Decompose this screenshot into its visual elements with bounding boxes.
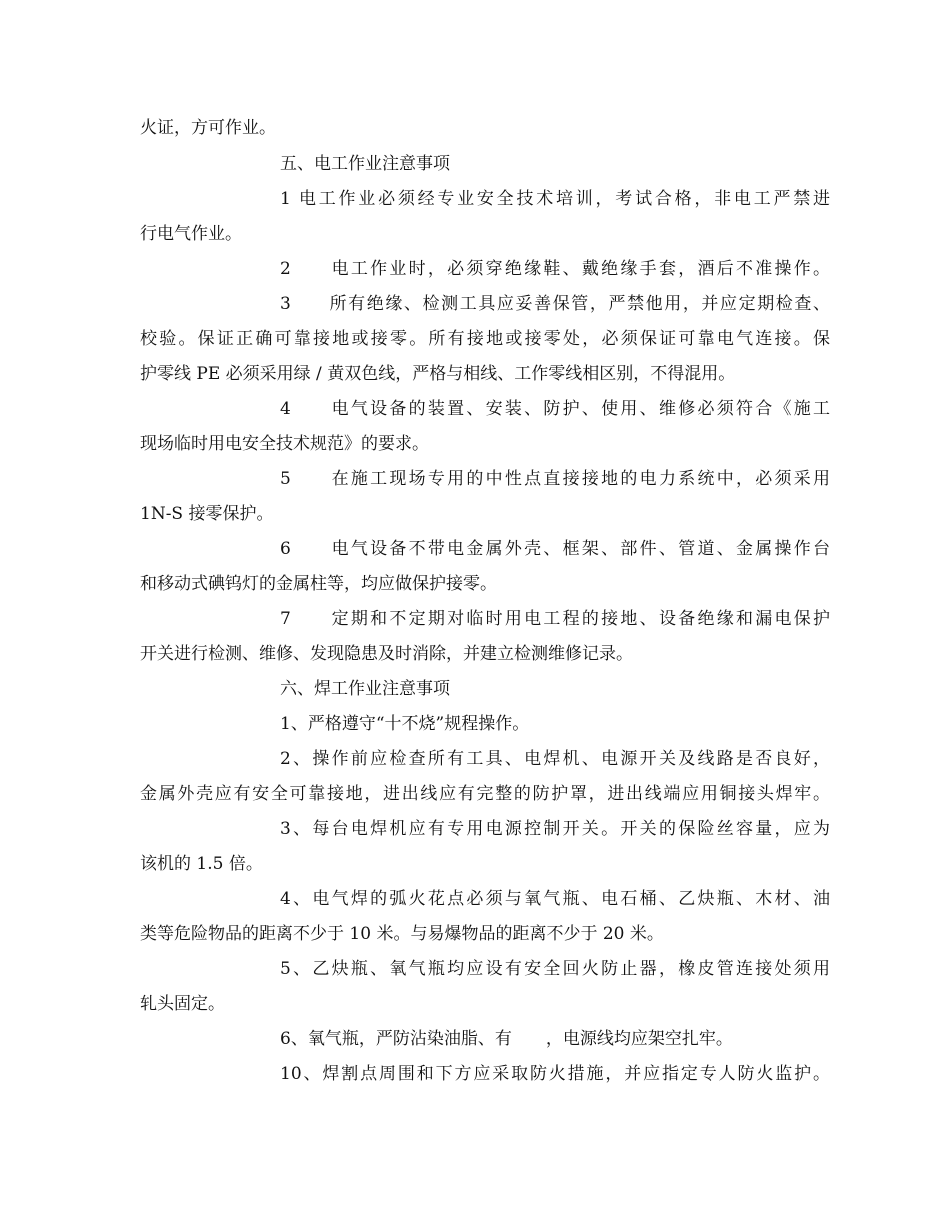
paragraph-line: 金属外壳应有安全可靠接地，进出线应有完整的防护罩，进出线端应用铜接头焊牢。 — [140, 784, 830, 804]
paragraph-line: 校验。保证正确可靠接地或接零。所有接地或接零处，必须保证可靠电气连接。保 — [140, 329, 830, 349]
paragraph-line: 1、严格遵守“十不烧”规程操作。 — [280, 714, 530, 734]
paragraph-line: 5、乙炔瓶、氧气瓶均应设有安全回火防止器，橡皮管连接处须用 — [280, 959, 830, 979]
paragraph-line: 1 电工作业必须经专业安全技术培训，考试合格，非电工严禁进 — [280, 189, 830, 209]
paragraph-line: 类等危险物品的距离不少于 10 米。与易爆物品的距离不少于 20 米。 — [140, 924, 664, 944]
paragraph-line: 4、电气焊的弧火花点必须与氧气瓶、电石桶、乙炔瓶、木材、油 — [280, 889, 830, 909]
paragraph-line: 火证，方可作业。 — [140, 118, 276, 138]
paragraph-line: 该机的 1.5 倍。 — [140, 854, 263, 874]
paragraph-line: 2、操作前应检查所有工具、电焊机、电源开关及线路是否良好， — [280, 749, 830, 769]
paragraph-line: 3 所有绝缘、检测工具应妥善保管，严禁他用，并应定期检查、 — [280, 294, 830, 314]
paragraph-line: 行电气作业。 — [140, 224, 242, 244]
paragraph-line: 6 电气设备不带电金属外壳、框架、部件、管道、金属操作台 — [280, 539, 830, 559]
paragraph-line: 和移动式碘钨灯的金属柱等，均应做保护接零。 — [140, 574, 497, 594]
paragraph-line: 4 电气设备的装置、安装、防护、使用、维修必须符合《施工 — [280, 399, 830, 419]
paragraph-line: 现场临时用电安全技术规范》的要求。 — [140, 434, 429, 454]
paragraph-line: 5 在施工现场专用的中性点直接接地的电力系统中，必须采用 — [280, 469, 830, 489]
paragraph-line: 10、焊割点周围和下方应采取防火措施，并应指定专人防火监护。 — [280, 1064, 830, 1084]
paragraph-line: 2 电工作业时，必须穿绝缘鞋、戴绝缘手套，酒后不准操作。 — [280, 259, 830, 279]
paragraph-line: 轧头固定。 — [140, 994, 225, 1014]
paragraph-line: 1N-S 接零保护。 — [140, 504, 274, 524]
paragraph-line: 7 定期和不定期对临时用电工程的接地、设备绝缘和漏电保护 — [280, 609, 830, 629]
section-heading-welding: 六、焊工作业注意事项 — [280, 679, 450, 699]
paragraph-line: 护零线 PE 必须采用绿 / 黄双色线，严格与相线、工作零线相区别，不得混用。 — [140, 364, 736, 384]
section-heading-electrical: 五、电工作业注意事项 — [280, 154, 450, 174]
paragraph-line: 开关进行检测、维修、发现隐患及时消除，并建立检测维修记录。 — [140, 644, 633, 664]
paragraph-line: 6、氧气瓶，严防沾染油脂、有 ，电源线均应架空扎牢。 — [280, 1029, 733, 1049]
paragraph-line: 3、每台电焊机应有专用电源控制开关。开关的保险丝容量，应为 — [280, 819, 830, 839]
